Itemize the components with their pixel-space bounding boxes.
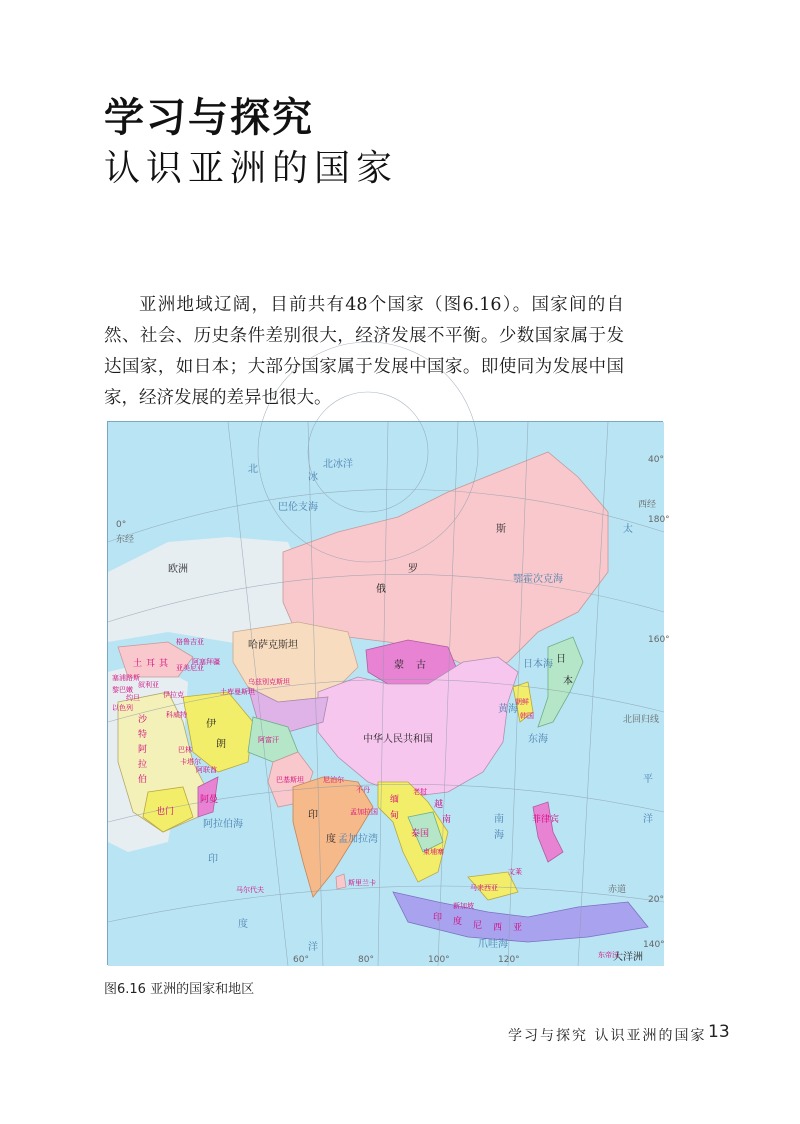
label-turkey-3: 其 — [159, 659, 169, 669]
label-laos: 老挝 — [413, 788, 427, 796]
label-lebanon: 黎巴嫩 — [112, 686, 133, 694]
label-turkmenistan: 土库曼斯坦 — [220, 688, 255, 696]
label-cambodia: 柬埔寨 — [423, 848, 444, 856]
page-title: 学习与探究 — [104, 95, 314, 141]
label-saudi-3: 阿 — [138, 745, 148, 755]
label-iran-2: 朗 — [216, 739, 226, 750]
label-deg-180: 180° — [648, 515, 670, 525]
label-east-sea: 东海 — [528, 734, 548, 745]
label-indian-3: 洋 — [308, 942, 318, 953]
label-bay-of-bengal: 孟加拉湾 — [338, 834, 378, 845]
label-turkey-2: 耳 — [146, 659, 156, 669]
label-georgia: 格鲁吉亚 — [176, 638, 204, 646]
label-scs-1: 南 — [494, 814, 504, 825]
label-azerbaijan: 阿塞拜疆 — [192, 658, 220, 666]
label-jordan: 约旦 — [126, 694, 140, 702]
label-indonesia-2: 度 — [453, 917, 463, 927]
label-indonesia-4: 西 — [493, 923, 503, 933]
running-head: 学习与探究 认识亚洲的国家 — [508, 1028, 707, 1044]
label-kuwait: 科威特 — [166, 711, 187, 719]
label-okhotsk: 鄂霍次克海 — [513, 574, 563, 585]
label-deg-20: 20° — [648, 895, 664, 905]
label-russia-1: 俄 — [376, 584, 386, 595]
label-myanmar-1: 缅 — [390, 795, 400, 805]
label-indonesia-1: 印 — [433, 913, 443, 923]
label-thailand: 泰国 — [411, 829, 430, 839]
label-deg-120: 120° — [498, 955, 520, 965]
label-east-longitude: 东经 — [116, 535, 135, 545]
label-oman: 阿曼 — [200, 795, 219, 805]
label-russia-3: 斯 — [496, 524, 506, 535]
label-oceania: 大洋洲 — [613, 952, 643, 963]
label-india-2: 度 — [326, 834, 336, 845]
label-indian-2: 度 — [238, 919, 248, 930]
label-turkey-1: 土 — [133, 659, 143, 669]
label-cyprus: 塞浦路斯 — [112, 674, 140, 682]
label-scs-2: 海 — [494, 830, 504, 841]
label-mongolia-1: 蒙 — [394, 660, 404, 671]
label-kazakhstan: 哈萨克斯坦 — [248, 640, 298, 651]
label-iraq: 伊拉克 — [163, 691, 184, 699]
label-ocean-2: 冰 — [308, 472, 318, 483]
label-bahrain: 巴林 — [178, 746, 192, 754]
label-yemen: 也门 — [156, 807, 175, 817]
label-syria: 叙利亚 — [138, 681, 159, 689]
label-pakistan: 巴基斯坦 — [276, 776, 304, 784]
label-israel: 以色列 — [112, 704, 133, 712]
label-deg-100: 100° — [428, 955, 450, 965]
label-saudi-2: 特 — [138, 730, 148, 740]
label-saudi-5: 伯 — [138, 775, 148, 785]
label-deg-160: 160° — [648, 635, 670, 645]
label-malaysia: 马来西亚 — [470, 884, 498, 892]
label-pacific-2: 平 — [643, 774, 653, 785]
label-timor-leste: 东帝汶 — [598, 951, 619, 959]
label-indian-1: 印 — [208, 854, 218, 865]
label-russia-2: 罗 — [408, 564, 418, 575]
asia-map — [107, 421, 670, 965]
asia-map-svg — [108, 422, 670, 966]
label-myanmar-2: 甸 — [390, 811, 400, 821]
label-mongolia-2: 古 — [416, 660, 426, 671]
label-java-sea: 爪哇海 — [478, 939, 508, 950]
label-india-1: 印 — [308, 810, 318, 821]
label-japan-1: 日 — [556, 654, 566, 665]
label-indonesia-5: 亚 — [513, 923, 523, 933]
label-china: 中华人民共和国 — [363, 734, 433, 745]
label-uae: 阿联酋 — [196, 766, 217, 774]
label-maldives: 马尔代夫 — [236, 886, 264, 894]
label-yellow-sea: 黄海 — [498, 704, 518, 715]
label-saudi-4: 拉 — [138, 760, 148, 770]
page-subtitle: 认识亚洲的国家 — [104, 148, 399, 189]
label-pacific-3: 洋 — [643, 814, 653, 825]
label-south-korea: 韩国 — [520, 712, 534, 720]
label-philippines: 菲律宾 — [532, 815, 560, 825]
label-singapore: 新加坡 — [453, 902, 474, 910]
sri-lanka-shape — [336, 874, 346, 889]
body-paragraph-block — [104, 290, 624, 414]
label-saudi-1: 沙 — [138, 715, 148, 725]
label-nepal: 尼泊尔 — [323, 776, 344, 784]
label-europe: 欧洲 — [168, 564, 188, 575]
label-vietnam-1: 越 — [434, 800, 444, 810]
label-pacific-1: 太 — [623, 524, 633, 535]
label-west-longitude: 西经 — [638, 500, 657, 510]
label-qatar: 卡塔尔 — [180, 758, 201, 766]
label-deg-140: 140° — [643, 940, 665, 950]
label-north-korea: 朝鲜 — [515, 698, 529, 706]
label-uzbekistan: 乌兹别克斯坦 — [248, 678, 290, 686]
label-deg-60: 60° — [293, 955, 309, 965]
label-bangladesh: 孟加拉国 — [350, 808, 378, 816]
label-indonesia-3: 尼 — [473, 921, 483, 931]
label-vietnam-2: 南 — [442, 815, 452, 825]
label-sri-lanka: 斯里兰卡 — [348, 879, 376, 887]
label-afghanistan: 阿富汗 — [258, 736, 279, 744]
label-deg-0: 0° — [116, 520, 127, 530]
label-deg-40: 40° — [648, 455, 664, 465]
label-tropic: 北回归线 — [623, 715, 660, 725]
label-arctic: 北冰洋 — [323, 459, 353, 470]
label-deg-80: 80° — [358, 955, 374, 965]
label-barents: 巴伦支海 — [278, 502, 318, 513]
label-arabian-sea: 阿拉伯海 — [203, 819, 243, 830]
label-iran-1: 伊 — [206, 719, 216, 730]
label-japan-2: 本 — [563, 676, 573, 687]
label-armenia: 亚美尼亚 — [176, 664, 204, 672]
body-paragraph: 亚洲地域辽阔，目前共有48个国家（图6.16）。国家间的自然、社会、历史条件差别很大，经济发展不平衡。少数国家属于发达国家，如日本；大部分国家属于发展中国家。即使同为发展中国家，经济发展的差异也很大。 — [104, 295, 624, 408]
label-equator: 赤道 — [608, 885, 627, 895]
label-sea-of-japan: 日本海 — [523, 659, 553, 670]
page-number: 13 — [708, 1022, 730, 1042]
label-brunei: 文莱 — [508, 868, 522, 876]
figure-caption: 图6.16 亚洲的国家和地区 — [104, 982, 255, 997]
label-ocean-1: 北 — [248, 464, 258, 475]
label-bhutan: 不丹 — [356, 786, 370, 794]
